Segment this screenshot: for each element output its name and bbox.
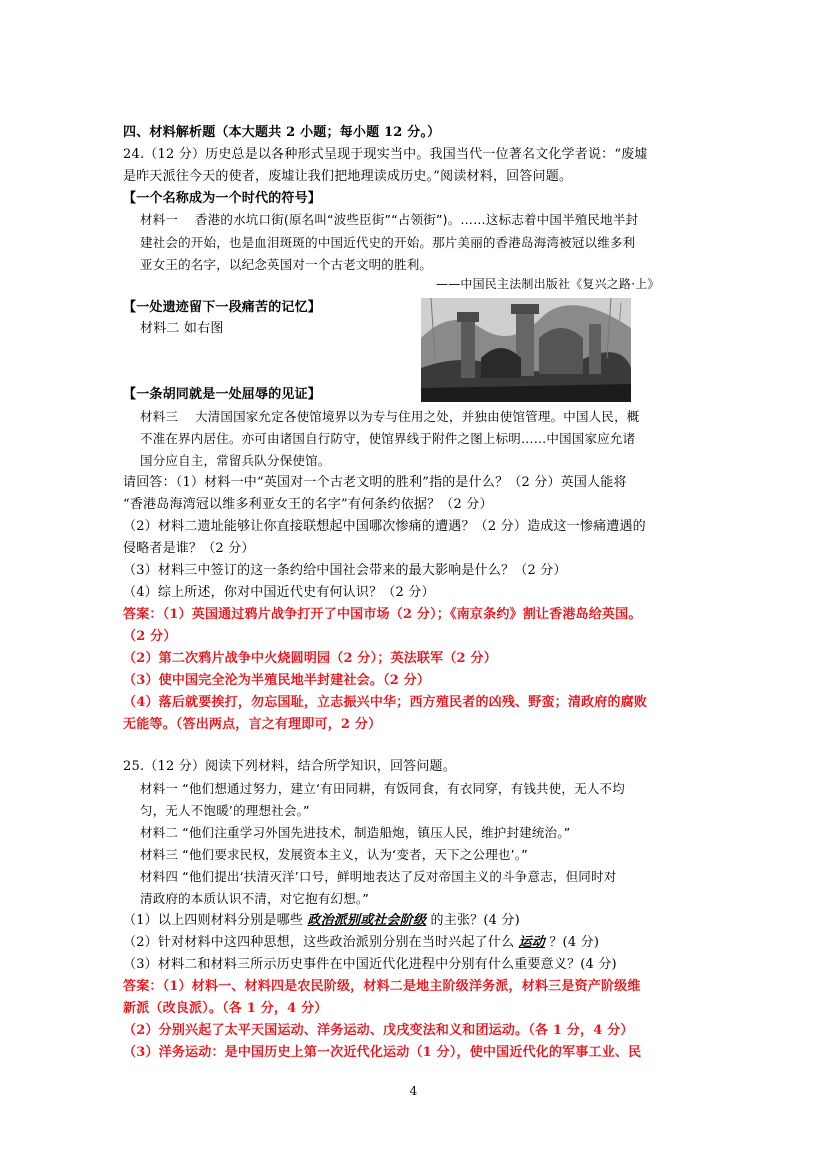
q24-intro-line1: 24.（12 分）历史总是以各种形式呈现于现实当中。我国当代一位著名文化学者说：“废墟 — [123, 147, 648, 162]
q24-question-line6: （4）综上所述，你对中国近代史有何认识？（2 分） — [123, 585, 435, 600]
q25-material3: 材料三 “他们要求民权，发展资本主义，认为‘变者，天下之公理也’。” — [140, 847, 528, 862]
q24-answer-line4: （3）使中国完全沦为半殖民地半封建社会。（2 分） — [123, 673, 431, 688]
q24-material1-line1: 材料一 香港的水坑口街(原名叫“波些臣街”“占领街”)。……这标志着中国半殖民地半封 — [140, 212, 639, 227]
q25-material4-line2: 清政府的本质认识不清，对它抱有幻想。” — [140, 891, 370, 906]
q24-question-line3: （2）材料二遗址能够让你直接联想起中国哪次惨痛的遭遇？（2 分）造成这一惨痛遭遇的 — [123, 519, 646, 534]
q24-heading-1: 【一个名称成为一个时代的符号】 — [123, 191, 322, 206]
q25-answer-line1: 答案：（1）材料一、材料四是农民阶级，材料二是地主阶级洋务派，材料三是资产阶级维 — [123, 979, 641, 994]
q25-question2-emphasis: 运动 — [518, 935, 546, 950]
q24-answer-line5: （4）落后就要挨打，勿忘国耻，立志振兴中华；西方殖民者的凶残、野蛮；清政府的腐败 — [123, 695, 648, 710]
q25-answer-line4: （3）洋务运动：是中国历史上第一次近代化运动（1 分），使中国近代化的军事工业、民 — [123, 1045, 642, 1060]
q24-material3-line3: 国分应自主，常留兵队分保使馆。 — [140, 453, 331, 468]
q25-question2 — [123, 934, 599, 952]
q25-question2-pre: （2）针对材料中这四种思想，这些政治派别分别在当时兴起了什么 — [123, 935, 519, 950]
q25-material1-line1: 材料一 “他们想通过努力，建立‘有田同耕，有饭同食，有衣同穿，有钱共使，无人不均 — [140, 781, 625, 796]
q25-question1-pre: （1）以上四则材料分别是哪些 — [123, 913, 308, 928]
q24-heading-2: 【一处遗迹留下一段痛苦的记忆】 — [123, 300, 322, 315]
page-number: 4 — [409, 1084, 418, 1098]
q25-answer-line3: （2）分别兴起了太平天国运动、洋务运动、戊戌变法和义和团运动。（各 1 分，4 分） — [123, 1023, 634, 1038]
q24-question-line4: 侵略者是谁？（2 分） — [123, 541, 255, 556]
q24-material1-line3: 亚女王的名字，以纪念英国对一个古老文明的胜利。 — [140, 257, 433, 272]
q24-answer-line3: （2）第二次鸦片战争中火烧圆明园（2 分）；英法联军（2 分） — [123, 651, 497, 666]
q25-question1-post: 的主张？(4 分) — [426, 913, 520, 928]
q25-question3: （3）材料二和材料三所示历史事件在中国近代化进程中分别有什么重要意义？(4 分) — [123, 957, 617, 972]
q24-material2: 材料二 如右图 — [140, 321, 224, 336]
q24-intro-line2: 是昨天派往今天的使者，废墟让我们把地理读成历史。”阅读材料，回答问题。 — [123, 169, 573, 184]
q24-material1-source: ——中国民主法制出版社《复兴之路·上》 — [436, 277, 660, 291]
q24-answer-line1: 答案：（1）英国通过鸦片战争打开了中国市场（2 分）；《南京条约》割让香港岛给英国。 — [123, 607, 642, 622]
q24-answer-line6: 无能等。（答出两点，言之有理即可，2 分） — [123, 717, 382, 732]
q25-question2-post: ？(4 分) — [545, 935, 600, 950]
section-title: 四、材料解析题（本大题共 2 小题；每小题 12 分。） — [123, 125, 441, 140]
q25-material1-line2: 匀，无人不饱暖’的理想社会。” — [140, 803, 310, 818]
q24-material1-line2: 建社会的开始，也是血泪斑斑的中国近代史的开始。那片美丽的香港岛海湾被冠以维多利 — [140, 235, 636, 250]
yuanmingyuan-ruins-photo — [421, 298, 631, 402]
q25-material4-line1: 材料四 “他们提出‘扶清灭洋’口号，鲜明地表达了反对帝国主义的斗争意志，但同时对 — [140, 869, 617, 884]
q25-answer-line2: 新派（改良派）。（各 1 分，4 分） — [123, 1001, 328, 1016]
q24-answer-line2: （2 分） — [123, 629, 177, 644]
q25-question1 — [123, 912, 520, 930]
q25-intro: 25.（12 分）阅读下列材料，结合所学知识，回答问题。 — [123, 759, 456, 774]
q25-question1-emphasis: 政治派别或社会阶级 — [307, 913, 427, 928]
q24-question-line2: “香港岛海湾冠以维多利亚女王的名字”有何条约依据？（2 分） — [123, 497, 493, 512]
q24-material3-line1: 材料三 大清国国家允定各使馆境界以为专与住用之处，并独由使馆管理。中国人民，概 — [140, 409, 640, 424]
q24-heading-3: 【一条胡同就是一处屈辱的见证】 — [123, 387, 322, 402]
q24-question-line5: （3）材料三中签订的这一条约给中国社会带来的最大影响是什么？（2 分） — [123, 563, 567, 578]
q24-material3-line2: 不准在界内居住。亦可由诸国自行防守，使馆界线于附件之图上标明……中国国家应允诸 — [140, 431, 636, 446]
q25-material2: 材料二 “他们注重学习外国先进技术，制造船炮，镇压人民，维护封建统治。” — [140, 825, 571, 840]
q24-question-line1: 请回答：（1）材料一中“英国对一个古老文明的胜利”指的是什么？（2 分）英国人能将 — [123, 475, 627, 490]
